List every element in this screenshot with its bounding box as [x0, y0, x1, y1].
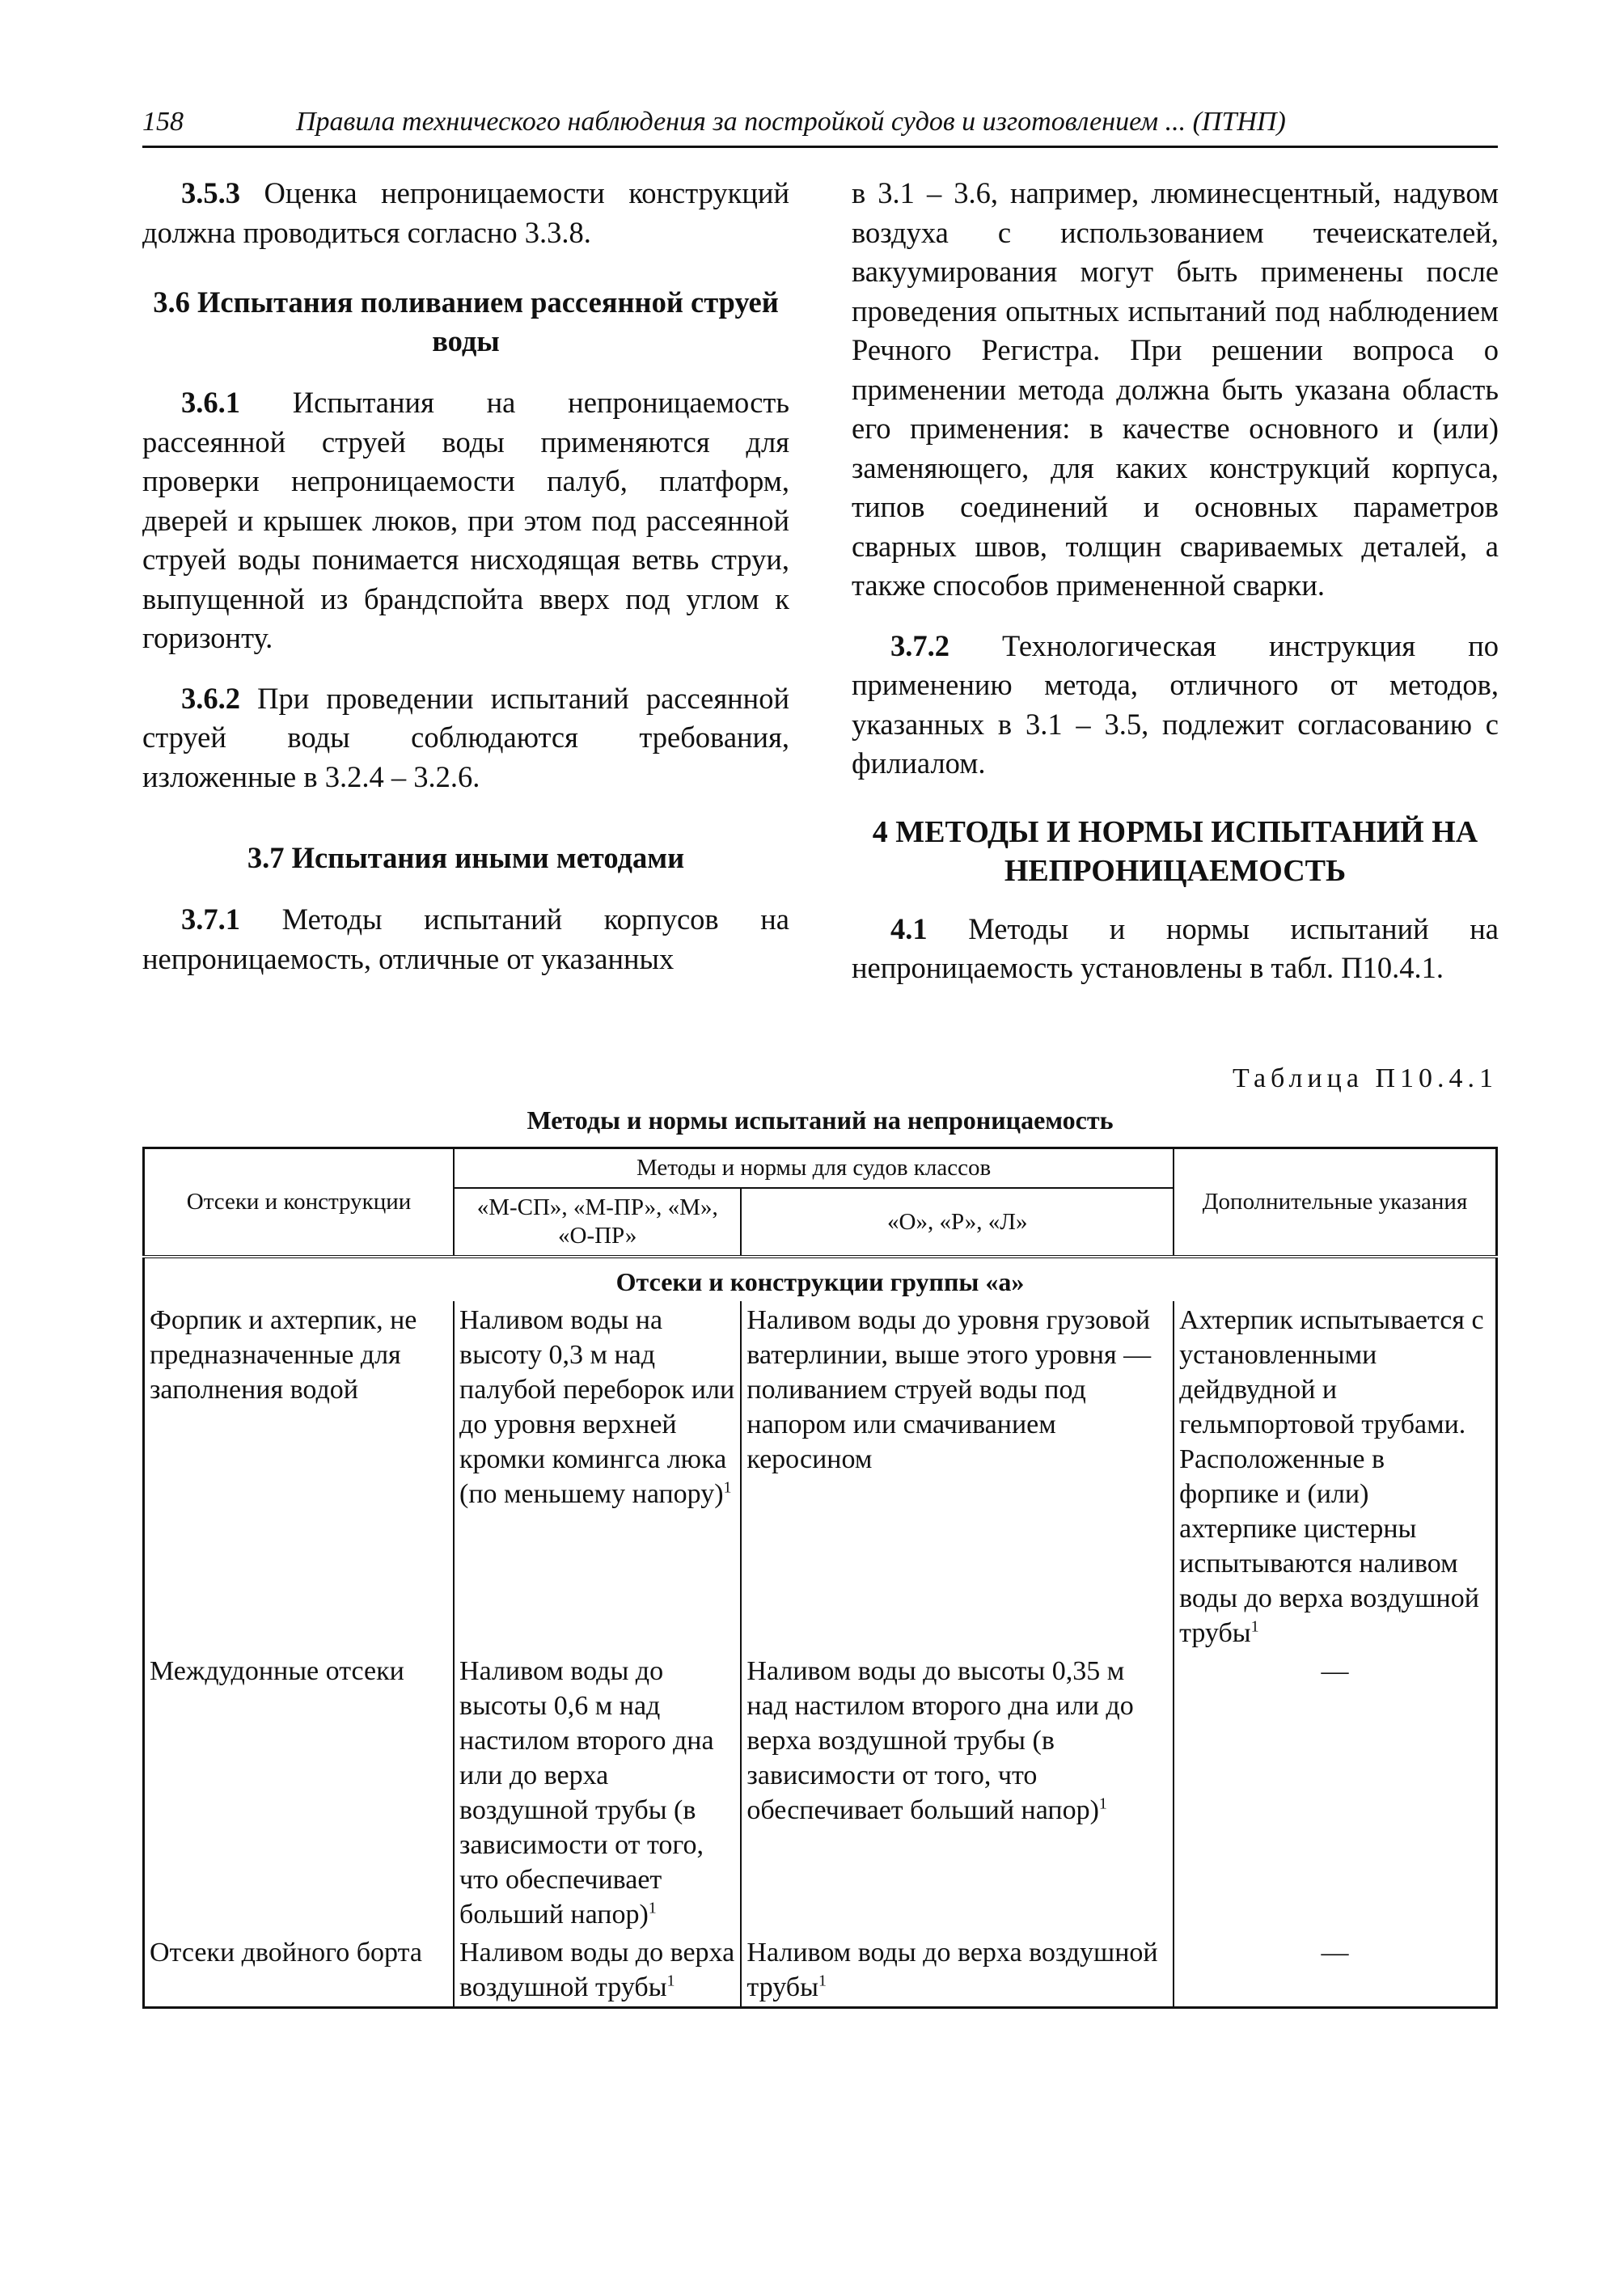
clause-number: 3.7.2: [890, 628, 949, 662]
section-heading-3-6: 3.6 Испытания поливанием рассеянной струей воды: [153, 285, 779, 357]
left-column: [142, 174, 789, 1000]
paragraph-text: Испытания на непроницаемость рассеянной струей воды применяются для проверки непроницаемости палуб, платформ, дверей и крышек люков, при этом под рассеянной струей воды понимается нисходящая ветвь струи, выпущенной из брандспойта вверх под углом к горизонту.: [142, 386, 789, 654]
footnote-mark: 1: [1098, 1794, 1107, 1813]
paragraph-text: При проведении испытаний рассеянной струей воды соблюдаются требования, изложенные в 3.2.4 – 3.2.6.: [142, 681, 789, 793]
footnote-mark: 1: [648, 1899, 657, 1917]
header-compartments: Отсеки и конструкции: [144, 1148, 455, 1258]
table-row: [144, 1301, 1497, 1652]
right-column: [852, 174, 1499, 1009]
header-methods: Методы и нормы для судов классов: [454, 1148, 1174, 1189]
row-extra: —: [1174, 1652, 1496, 1934]
paragraph-3-6-1: [142, 383, 789, 658]
table-caption: Таблица П10.4.1: [1233, 1063, 1498, 1093]
paragraph-4-1: [852, 910, 1499, 988]
group-a-heading: Отсеки и конструкции группы «а»: [144, 1257, 1497, 1301]
clause-number: 3.6.1: [181, 386, 240, 419]
methods-table: [142, 1147, 1498, 2009]
footnote-mark: 1: [723, 1478, 732, 1497]
table-row: [144, 1652, 1497, 1934]
footnote-mark: 1: [666, 1972, 675, 1990]
row-name: Междудонные отсеки: [144, 1652, 455, 1934]
table-title: Методы и нормы испытаний на непроницаемость: [527, 1105, 1114, 1135]
paragraph-text: Технологическая инструкция по применению метода, отличного от методов, указанных в 3.1 – 3.5, подлежит согласованию с филиалом.: [852, 628, 1499, 780]
clause-number: 4.1: [890, 911, 928, 945]
header-extra: Дополнительные указания: [1174, 1148, 1496, 1258]
row-method-1: Наливом воды до высоты 0,6 м над настилом второго дна или до верха воздушной трубы (в зависимости от того, что обеспечивает больший напор)$^1$: [454, 1652, 741, 1934]
row-method-2: Наливом воды до уровня грузовой ватерлинии, выше этого уровня — поливанием струей воды под напором или смачиванием керосином: [741, 1301, 1174, 1652]
clause-number: 3.7.1: [181, 902, 240, 936]
running-header: [142, 99, 1498, 148]
section-heading-4: 4 МЕТОДЫ И НОРМЫ ИСПЫТАНИЙ НА НЕПРОНИЦАЕМОСТЬ: [872, 814, 1478, 888]
row-extra: Ахтерпик испытывается с установленными дейдвудной и гельмпортовой трубами. Расположенные в форпике и (или) ахтерпике цистерны испытываются наливом воды до верха воздушной трубы$^1$: [1174, 1301, 1496, 1652]
row-name: Форпик и ахтерпик, не предназначенные для заполнения водой: [144, 1301, 455, 1652]
header-class-group-2: «О», «Р», «Л»: [741, 1188, 1174, 1257]
footnote-mark: 1: [1250, 1617, 1259, 1636]
paragraph-3-5-3: [142, 174, 789, 252]
row-method-1: Наливом воды на высоту 0,3 м над палубой переборок или до уровня верхней кромки комингса люка (по меньшему напору)$^1$: [454, 1301, 741, 1652]
paragraph-text: Методы испытаний корпусов на непроницаемость, отличные от указанных: [142, 902, 789, 975]
row-method-1: Наливом воды до верха воздушной трубы$^1$: [454, 1934, 741, 2008]
paragraph-3-6-2: [142, 679, 789, 797]
clause-number: 3.5.3: [181, 176, 240, 209]
running-title: Правила технического наблюдения за постройкой судов и изготовлением ... (ПТНП): [296, 107, 1286, 137]
paragraph-text: Методы и нормы испытаний на непроницаемость установлены в табл. П10.4.1.: [852, 911, 1499, 984]
header-class-group-1: «М-СП», «М-ПР», «М», «О-ПР»: [454, 1188, 741, 1257]
paragraph-3-7-1: [142, 900, 789, 979]
paragraph-text: Оценка непроницаемости конструкций должна проводиться согласно 3.3.8.: [142, 176, 789, 249]
row-method-2: Наливом воды до верха воздушной трубы$^1$: [741, 1934, 1174, 2008]
row-name: Отсеки двойного борта: [144, 1934, 455, 2008]
row-extra: —: [1174, 1934, 1496, 2008]
table-row: [144, 1934, 1497, 2008]
clause-number: 3.6.2: [181, 681, 240, 715]
paragraph-3-7-1-continued: в 3.1 – 3.6, например, люминесцентный, надувом воздуха с использованием течеискателей, вакуумирования могут быть применены после проведения опытных испытаний под наблюдением Речного Регистра. При решении вопроса о применении метода должна быть указана область его применения: в качестве основного и (или) заменяющего, для каких конструкций корпуса, типов соединений и основных параметров сварных швов, толщин свариваемых деталей, а также способов примененной сварки.: [852, 176, 1499, 602]
page-number: 158: [142, 107, 184, 137]
footnote-mark: 1: [818, 1972, 827, 1990]
paragraph-3-7-2: [852, 627, 1499, 784]
section-heading-3-7: 3.7 Испытания иными методами: [247, 841, 685, 874]
row-method-2: Наливом воды до высоты 0,35 м над настилом второго дна или до верха воздушной трубы (в зависимости от того, что обеспечивает больший напор)$^1$: [741, 1652, 1174, 1934]
